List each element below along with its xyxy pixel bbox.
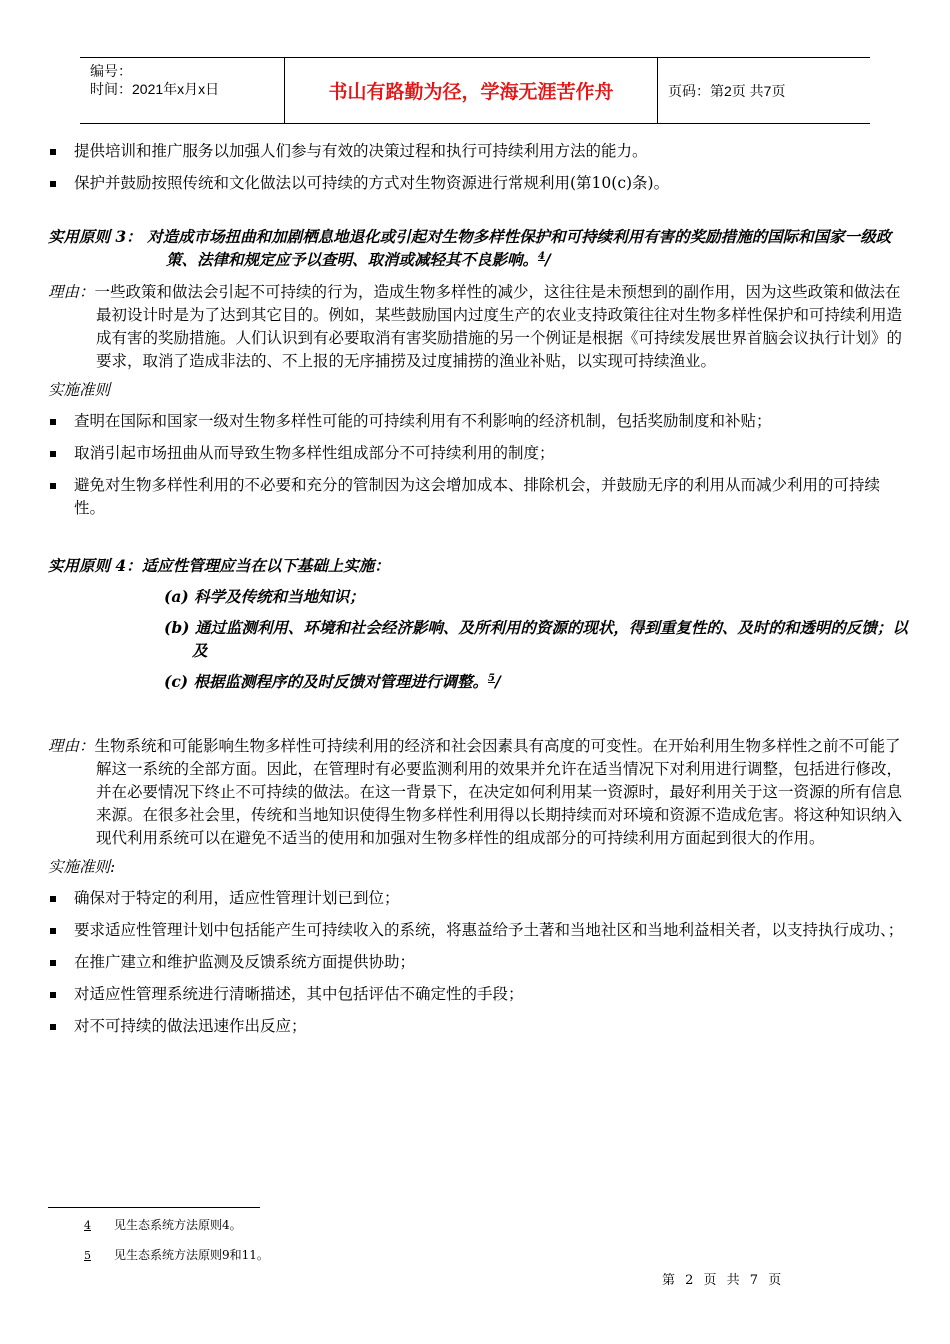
principle-label: 实用原则 3： <box>48 227 148 246</box>
header-page-info: 页码：第2页 共7页 <box>668 82 786 99</box>
number-label: 编号： <box>90 63 132 79</box>
rationale-label: 理由： <box>48 283 95 301</box>
list-item: 提供培训和推广服务以加强人们参与有效的决策过程和执行可持续利用方法的能力。 <box>48 140 908 163</box>
sub-item-marker: (b) <box>164 618 195 637</box>
sub-item-marker: (c) <box>164 672 194 691</box>
footnote-number: 5 <box>84 1249 91 1262</box>
header-motto: 书山有路勤为径，学海无涯苦作舟 <box>284 58 658 123</box>
rationale-3 <box>48 281 908 373</box>
header-meta <box>80 58 284 123</box>
list-item: 对不可持续的做法迅速作出反应； <box>48 1015 908 1038</box>
rationale-text: 生物系统和可能影响生物多样性可持续利用的经济和社会因素具有高度的可变性。在开始利用生物多样性之前不可能了解这一系统的全部方面。因此，在管理时有必要监测利用的效果并允许在适当情况下对利用进行调整，包括进行修改，并在必要情况下终止不可持续的做法。在这一背景下，在决定如何利用某一资源时，最好利用关于这一资源的所有信息来源。在很多社会里，传统和当地知识使得生物多样性利用得以长期持续而对环境和资源不造成危害。将这种知识纳入现代利用系统可以在避免不适当的使用和加强对生物多样性的组成部分的可持续利用方面起到很大的作用。 <box>94 737 903 847</box>
footnote-ref[interactable]: 4 <box>538 250 545 262</box>
footnote-text: 见生态系统方法原则9和11。 <box>114 1248 269 1262</box>
sub-item-text: 科学及传统和当地知识； <box>194 587 365 606</box>
list-item: 保护并鼓励按照传统和文化做法以可持续的方式对生物资源进行常规利用(第10(c)条)。 <box>48 172 908 195</box>
principle-sub-item <box>48 670 908 693</box>
list-item: 避免对生物多样性利用的不必要和充分的管制因为这会增加成本、排除机会，并鼓励无序的利用从而减少利用的可持续性。 <box>48 474 908 520</box>
sub-item-marker: (a) <box>164 587 195 606</box>
principle-label: 实用原则 4： <box>48 556 142 575</box>
principle-sub-item <box>48 616 908 662</box>
principle-text: 适应性管理应当在以下基础上实施： <box>141 556 390 575</box>
footnote-text: 见生态系统方法原则4。 <box>114 1218 242 1232</box>
sub-item-text: 根据监测程序的及时反馈对管理进行调整。 <box>193 672 489 691</box>
footnote-divider <box>48 1207 260 1208</box>
rationale-label: 理由： <box>48 737 95 755</box>
time-label: 时间：2021年x月x日 <box>90 81 220 97</box>
principle-3-heading <box>48 225 908 271</box>
rationale-text: 一些政策和做法会引起不可持续的行为，造成生物多样性的减少，这往往是未预想到的副作用，因为这些政策和做法在最初设计时是为了达到其它目的。例如，某些鼓励国内过度生产的农业支持政策往往对生物多样性保护和可持续利用造成有害的奖励措施。人们认识到有必要取消有害奖励措施的另一个例证是根据《可持续发展世界首脑会议执行计划》的要求，取消了造成非法的、不上报的无序捕捞及过度捕捞的渔业补贴，以实现可持续渔业。 <box>94 283 903 370</box>
footnote-number: 4 <box>84 1219 91 1232</box>
document-body <box>48 140 908 1047</box>
footnote-ref-tail: / <box>544 250 551 269</box>
footnote-ref-tail: / <box>495 672 501 691</box>
principle-4-heading <box>48 554 908 577</box>
page-header <box>80 57 870 124</box>
criteria-heading: 实施准则: <box>48 858 116 876</box>
list-item: 查明在国际和国家一级对生物多样性可能的可持续利用有不利影响的经济机制，包括奖励制度和补贴； <box>48 410 908 433</box>
page-number: 第 2 页 共 7 页 <box>662 1273 785 1288</box>
list-item: 要求适应性管理计划中包括能产生可持续收入的系统，将惠益给予土著和当地社区和当地利益相关者，以支持执行成功、； <box>48 919 908 942</box>
list-item: 确保对于特定的利用，适应性管理计划已到位； <box>48 887 908 910</box>
list-item: 对适应性管理系统进行清晰描述，其中包括评估不确定性的手段； <box>48 983 908 1006</box>
rationale-4 <box>48 735 908 850</box>
footnote <box>84 1246 269 1263</box>
principle-sub-item <box>48 585 908 608</box>
footnote-ref[interactable]: 5 <box>488 672 495 684</box>
sub-item-text: 通过监测利用、环境和社会经济影响、及所利用的资源的现状，得到重复性的、及时的和透明的反馈；以及 <box>192 618 908 660</box>
list-item: 取消引起市场扭曲从而导致生物多样性组成部分不可持续利用的制度； <box>48 442 908 465</box>
list-item: 在推广建立和维护监测及反馈系统方面提供协助； <box>48 951 908 974</box>
footnote <box>84 1216 242 1233</box>
principle-text: 对造成市场扭曲和加剧栖息地退化或引起对生物多样性保护和可持续利用有害的奖励措施的国际和国家一级政策、法律和规定应予以查明、取消或减轻其不良影响。 <box>147 227 892 269</box>
criteria-heading: 实施准则 <box>48 381 111 399</box>
